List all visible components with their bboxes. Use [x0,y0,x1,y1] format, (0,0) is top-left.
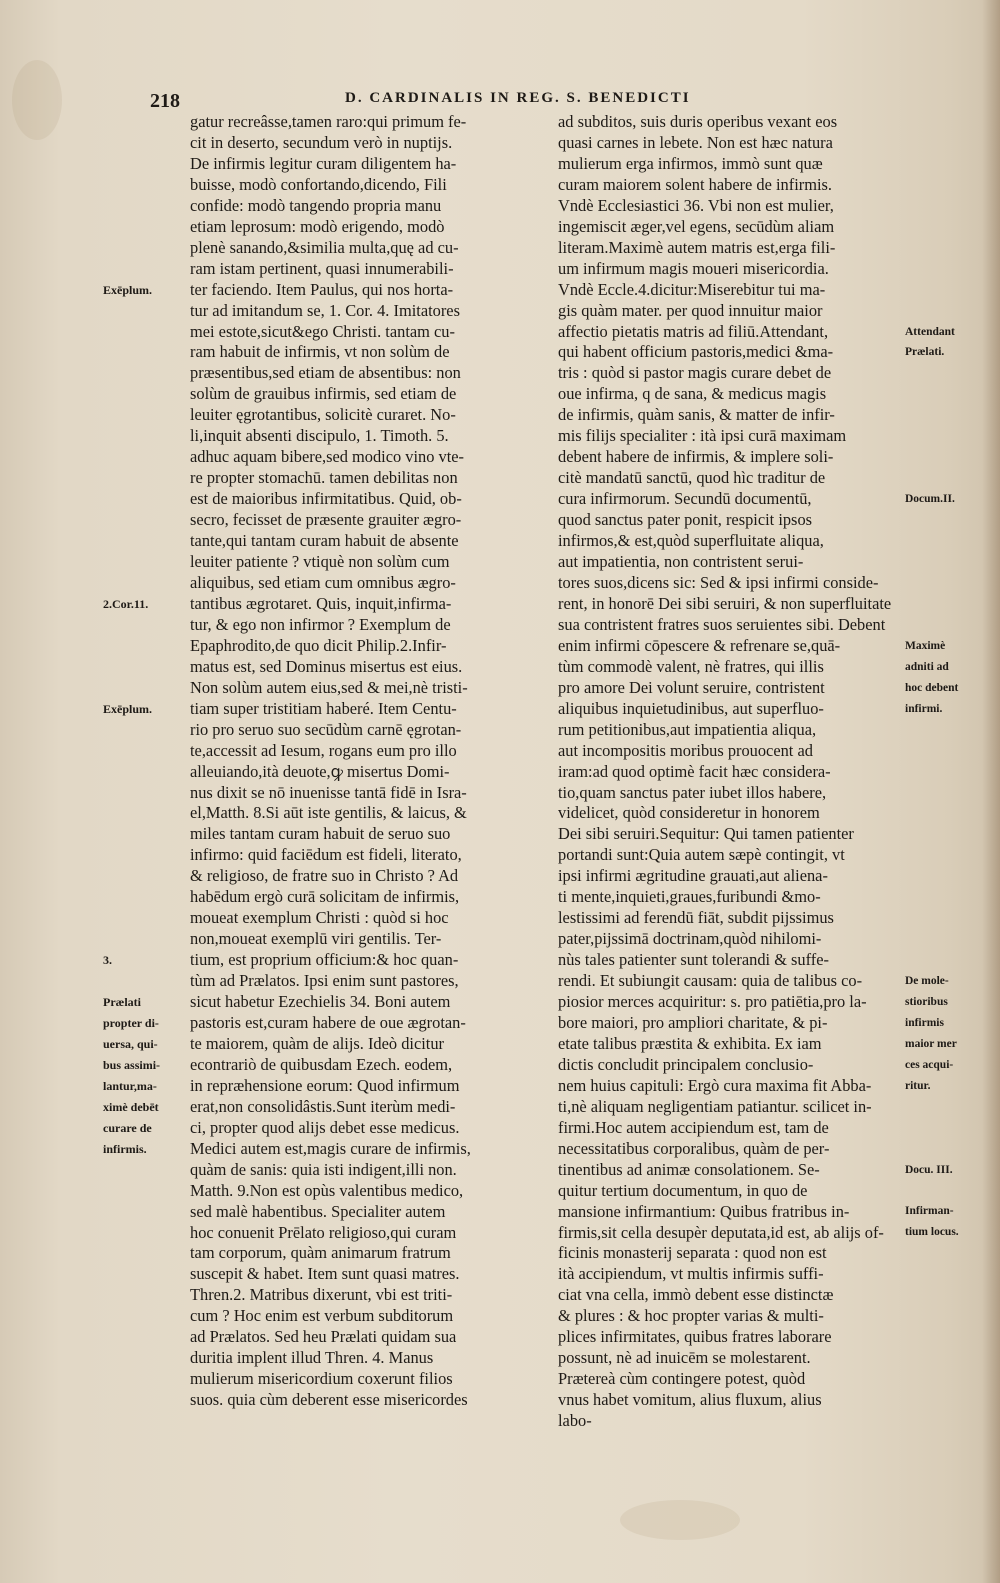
text-line: rio pro seruo suo secūdùm carnē ęgrotan- [190,719,462,739]
text-line: confide: modò tangendo propria manu [190,195,442,215]
text-line: oue infirma, q de sana, & medicus magis [558,384,827,404]
text-line: quitur tertium documentum, in quo de [558,1180,808,1200]
text-line: hoc conuenit Prēlato religioso,qui curam [190,1222,457,1242]
text-line: pastoris est,curam habere de oue ægrotan- [190,1012,466,1032]
text-line: te maiorem, quàm de alijs. Ideò dicitur [190,1033,444,1053]
text-line: pro amore Dei volunt seruire, contristent [558,677,825,697]
text-line: Thren.2. Matribus dixerunt, vbi est triti- [190,1285,453,1305]
text-line: tam corporum, quàm animarum fratrum [190,1243,451,1263]
text-line: debent habere de infirmis, & implere soli- [558,447,834,467]
text-line: ti mente,inquieti,graues,furibundi &mo- [558,887,821,907]
text-line: Dei sibi seruiri.Sequitur: Qui tamen patienter [558,824,854,844]
text-line: citè mandatū sanctū, quod hìc traditur de [558,468,826,488]
text-line: leuiter patiente ? vtiquè non solùm cum [190,552,450,572]
margin-note: 2.Cor.11. [103,596,149,611]
text-line: infirmos,& est,quòd superfluitate aliqua, [558,531,824,551]
text-line: tio,quam sanctus pater iubet illos habere, [558,782,827,802]
text-line: mulierum erga infirmos, immò sunt quæ [558,153,823,173]
text-line: alleuiando,ità deuote,ꝙ misertus Domi- [190,761,450,781]
text-line: Epaphrodito,de quo dicit Philip.2.Infir- [190,635,447,655]
margin-note: Docu. III. [905,1163,953,1176]
margin-note: lantur,ma- [103,1078,157,1093]
text-line: piosior merces acquiritur: s. pro patiētia,pro la- [558,992,867,1012]
text-line: videlicet, quòd consideretur in honorem [558,803,820,823]
text-line: sua contristent fratres suos seruientes sibi. Debent [558,614,886,634]
text-line: solùm de grauibus infirmis, sed etiam de [190,384,457,404]
text-line: leuiter ęgrotantibus, solicitè curaret. No- [190,405,456,425]
text-line: aliquibus, sed etiam cum omnibus ægro- [190,572,456,592]
margin-note: curare de [103,1120,152,1135]
text-line: etiam leprosum: modò erigendo, modò [190,216,445,236]
text-line: bore maiori, pro ampliori charitate, & pi- [558,1012,828,1032]
text-line: iram:ad quod optimè facit hæc considera- [558,761,831,781]
text-line: um infirmum magis moueri misericordia. [558,258,829,278]
text-line: De infirmis legitur curam diligentem ha- [190,153,457,173]
text-line: de infirmis, quàm sanis, & matter de infir- [558,405,835,425]
text-line: ti,nè aliquam negligentiam patiantur. scilicet in- [558,1096,872,1116]
text-line: tante,qui tantam curam habuit de absente [190,531,459,551]
text-line: qui habent officium pastoris,medici &ma- [558,342,834,362]
text-line: possunt, nè ad inuicēm se molestarent. [558,1348,811,1368]
text-line: mansione infirmantium: Quibus fratribus in- [558,1201,850,1221]
text-line: nus dixit se nō inuenisse tantā fidē in Isra- [190,782,467,802]
text-line: præsentibus,sed etiam de absentibus: non [190,363,461,383]
margin-note: tium locus. [905,1226,959,1239]
text-line: mulierum misericordium coxerunt filios [190,1369,453,1389]
text-line: ad Prælatos. Sed heu Prælati quidam sua [190,1327,457,1347]
text-line: ter faciendo. Item Paulus, qui nos horta- [190,279,454,299]
text-line: quasi carnes in lebete. Non est hæc natura [558,132,833,152]
text-line: aliquibus inquietudinibus, aut superfluo- [558,698,824,718]
text-line: cit in deserto, secundum verò in nuptijs. [190,132,453,152]
text-line: gis quàm mater. per quod innuitur maior [558,300,823,320]
text-line: mei estote,sicut&ego Christi. tantam cu- [190,321,455,341]
margin-note: 3. [103,953,112,967]
margin-note: Infirman- [905,1205,954,1218]
text-line: suscepit & habet. Item sunt quasi matres. [190,1264,460,1284]
text-line: tris : quòd si pastor magis curare debet de [558,363,832,383]
margin-note: maior mer [905,1037,957,1050]
text-line: tur ad imitandum se, 1. Cor. 4. Imitatores [190,300,460,320]
text-line: plenè sanando,&similia multa,quę ad cu- [190,237,459,257]
text-line: tur, & ego non infirmor ? Exemplum de [190,614,451,634]
text-line: non,moueat exemplū viri gentilis. Ter- [190,929,442,949]
text-line: re propter stomachū. tamen debilitas non [190,468,458,488]
text-line: suos. quia cùm deberent esse misericordes [190,1390,468,1410]
text-line: sed malè habentibus. Specialiter autem [190,1201,446,1221]
text-line: miles tantam curam habuit de seruo suo [190,824,451,844]
text-line: etate talibus præstita & exhibita. Ex iam [558,1033,822,1053]
margin-note: propter di- [103,1015,159,1030]
text-line: econtrariò de quibusdam Ezech. eodem, [190,1054,453,1074]
text-line: firmi.Hoc autem accipiendum est, tam de [558,1117,829,1137]
right-text-column [558,112,903,1432]
text-line: tium, est proprium officium:& hoc quan- [190,950,459,970]
text-line: nùs tales patienter sunt tolerandi & suffe- [558,950,829,970]
margin-note: bus assimi- [103,1057,161,1072]
text-line: secro, fecisset de præsente grauiter ægro- [190,510,462,530]
text-line: buisse, modò confortando,dicendo, Fili [190,174,447,194]
text-line: ipsi infirmi ægritudine grauati,aut aliena- [558,866,828,886]
text-line: duritia implent illud Thren. 4. Manus [190,1348,434,1368]
text-line: gatur recreâsse,tamen raro:qui primum fe- [190,112,467,131]
text-line: Matth. 9.Non est opùs valentibus medico, [190,1180,464,1200]
text-line: ad subditos, suis duris operibus vexant eos [558,112,838,131]
margin-note: uersa, qui- [103,1036,158,1051]
margin-note: De mole- [905,974,949,987]
text-line: aut impatientia, non contristent serui- [558,552,804,572]
margin-note: hoc debent [905,681,959,694]
text-line: mis filijs specialiter : ità ipsi curā maximam [558,426,847,446]
text-line: matus est, sed Dominus misertus est eius. [190,656,463,676]
margin-note: adniti ad [905,660,949,673]
text-line: tores suos,dicens sic: Sed & ipsi infirmi conside- [558,572,879,592]
margin-note: stioribus [905,995,948,1008]
text-line: moueat exemplum Christi : quòd si hoc [190,908,449,928]
text-line: ità accipiendum, vt multis infirmis suffi- [558,1264,824,1284]
text-line: Vndè Eccle.4.dicitur:Miserebitur tui ma- [558,279,826,299]
text-line: Vndè Ecclesiastici 36. Vbi non est mulier, [558,195,834,215]
text-line: habēdum ergò curā solicitam de infirmis, [190,887,460,907]
margin-note: ximè debēt [103,1099,159,1114]
text-line: dictis concludit principalem conclusio- [558,1054,814,1074]
text-line: & religioso, de fratre suo in Christo ? Ad [190,866,459,886]
text-line: rum petitionibus,aut impatientia aliqua, [558,719,817,739]
text-line: lestissimi ad ferendū fiāt, subdit pijssimus [558,908,834,928]
paper-stain [620,1500,740,1540]
text-line: in repræhensione eorum: Quod infirmum [190,1075,460,1095]
text-line: vnus habet vomitum, alius fluxum, alius [558,1390,822,1410]
text-line: ciat vna cella, immò debent esse distinctæ [558,1285,834,1305]
text-line: portandi sunt:Quia autem sæpè contingit, vt [558,845,845,865]
text-line: quod sanctus pater ponit, respicit ipsos [558,510,813,530]
margin-note: Maximè [905,639,946,652]
text-line: plices infirmitates, quibus fratres laborare [558,1327,832,1347]
margin-note: infirmi. [905,702,943,715]
margin-note: ritur. [905,1079,931,1092]
text-line: cura infirmorum. Secundū documentū, [558,489,812,509]
text-line: rent, in honorē Dei sibi seruiri, & non superfluitate [558,593,892,613]
margin-note: Prælati. [905,346,945,359]
text-line: ram istam pertinent, quasi innumerabili- [190,258,454,278]
text-line: tùm ad Prælatos. Ipsi enim sunt pastores, [190,971,459,991]
text-line: ingemiscit æger,vel egens, secūdùm aliam [558,216,835,236]
page-edge-shadow [982,0,1000,1583]
running-head: D. CARDINALIS IN REG. S. BENEDICTI [345,90,691,106]
text-line: necessitatibus corporalibus, quàm de per- [558,1138,830,1158]
text-line: pater,pijssimā doctrinam,quòd nihilomi- [558,929,822,949]
margin-note: Attendant [905,325,955,338]
margin-note: ces acqui- [905,1058,954,1071]
text-line: erat,non consolidâstis.Sunt iterùm medi- [190,1096,456,1116]
margin-note: Exēplum. [103,282,153,297]
text-line: literam.Maximè autem matris est,erga fili- [558,237,836,257]
text-line: aut incompositis moribus prouocent ad [558,740,813,760]
margin-note: Exēplum. [103,701,153,716]
text-line: Non solùm autem eius,sed & mei,nè tristi- [190,677,468,697]
text-line: tùm commodè valent, nè fratres, qui illis [558,656,824,676]
text-line: labo- [558,1411,592,1431]
margin-note: Prælati [103,994,141,1009]
text-line: cum ? Hoc enim est verbum subditorum [190,1306,454,1326]
text-line: sicut habetur Ezechielis 34. Boni autem [190,992,451,1012]
text-line: te,accessit ad Iesum, rogans eum pro illo [190,740,457,760]
text-line: el,Matth. 8.Si aūt iste gentilis, & laicus, & [190,803,467,823]
text-line: est de maioribus infirmitatibus. Quid, ob- [190,489,462,509]
margin-note: Docum.II. [905,493,955,506]
text-line: infirmo: quid faciēdum est fideli, literato, [190,845,462,865]
text-line: li,inquit absenti discipulo, 1. Timoth. 5. [190,426,449,446]
text-line: firmis,sit cella desupèr deputata,id est, ab alijs of- [558,1222,884,1242]
text-line: affectio pietatis matris ad filiū.Attendant, [558,321,829,341]
text-line: tinentibus ad animæ consolationem. Se- [558,1159,820,1179]
text-line: tiam super tristitiam haberé. Item Centu- [190,698,457,718]
text-line: & plures : & hoc propter varias & multi- [558,1306,824,1326]
text-line: nem huius capituli: Ergò cura maxima fit Abba- [558,1075,872,1095]
text-line: rendi. Et subiungit causam: quia de talibus co- [558,971,863,991]
text-line: tantibus ægrotaret. Quis, inquit,infirma- [190,593,452,613]
text-line: enim infirmi cōpescere & refrenare se,quā- [558,635,841,655]
margin-note: infirmis. [103,1141,147,1156]
page-number: 218 [150,90,180,112]
text-line: ci, propter quod alijs debet esse medicus. [190,1117,460,1137]
paper-stain [12,60,62,140]
text-line: quàm de sanis: quia isti indigent,illi non. [190,1159,457,1179]
text-line: adhuc aquam bibere,sed modico vino vte- [190,447,464,467]
text-line: Prætereà cùm contingere potest, quòd [558,1369,806,1389]
text-line: Medici autem est,magis curare de infirmis, [190,1138,471,1158]
text-line: ram habuit de infirmis, vt non solùm de [190,342,450,362]
text-line: curam maiorem solent habere de infirmis. [558,174,832,194]
left-text-column [190,112,540,1411]
text-line: ficinis monasterij separata : quod non est [558,1243,827,1263]
margin-note: infirmis [905,1016,944,1029]
